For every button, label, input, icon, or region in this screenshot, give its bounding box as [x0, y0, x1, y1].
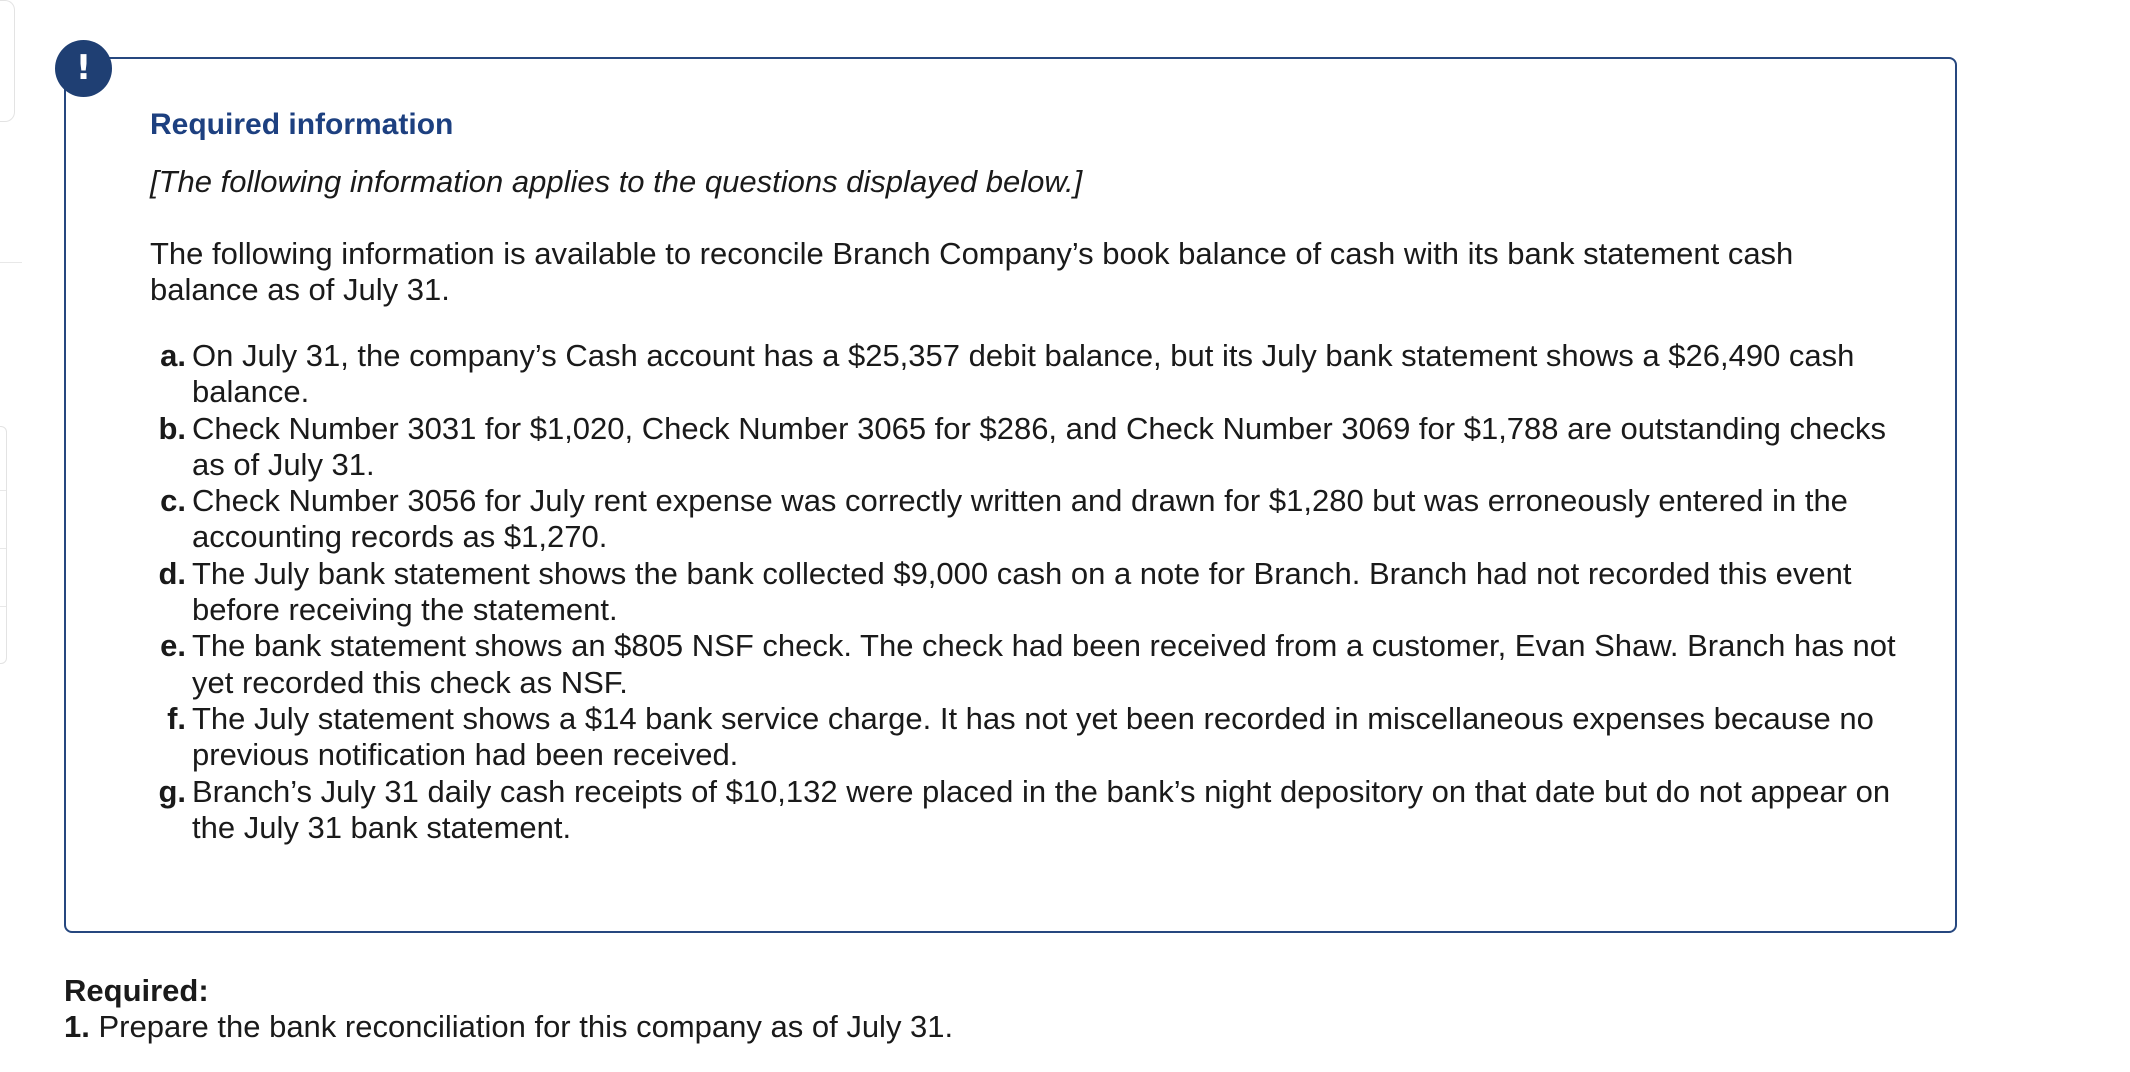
list-item: [150, 774, 1910, 847]
item-text: The July bank statement shows the bank collected $9,000 cash on a note for Branch. Branch had not recorded this event before receiving the statement.: [192, 555, 1852, 628]
alert-icon: !: [55, 40, 112, 97]
list-item: [150, 483, 1910, 556]
item-letter: f.: [167, 700, 186, 736]
background-divider: [0, 548, 6, 549]
info-intro-paragraph: The following information is available to reconcile Branch Company’s book balance of cash with its bank statement cash balance as of July 31.: [150, 236, 1794, 307]
item-letter: g.: [158, 773, 186, 809]
step-text: Prepare the bank reconciliation for this company as of July 31.: [89, 1009, 954, 1044]
step-number: 1.: [64, 1009, 90, 1044]
item-text: Check Number 3056 for July rent expense was correctly written and drawn for $1,280 but was erroneously entered in the accounting records as $1,270.: [192, 483, 1848, 555]
list-item: [150, 411, 1910, 484]
item-text: On July 31, the company’s Cash account has a $25,357 debit balance, but its July bank statement shows a $26,490 cash balance.: [192, 338, 1855, 410]
info-note: [The following information applies to the questions displayed below.]: [150, 164, 1083, 199]
item-letter: d.: [158, 555, 186, 591]
background-divider: [0, 606, 6, 607]
item-letter: b.: [158, 410, 186, 446]
required-information-heading: Required information: [150, 108, 454, 141]
info-item-list: [150, 338, 1910, 846]
item-text: The bank statement shows an $805 NSF check. The check had been received from a customer, Evan Shaw. Branch has not yet recorded this check as NSF.: [192, 628, 1896, 700]
item-letter: a.: [160, 338, 186, 373]
background-divider: [0, 490, 6, 491]
item-letter: e.: [160, 628, 186, 664]
list-item: [150, 628, 1910, 701]
required-step: [64, 1009, 953, 1045]
background-divider: [0, 262, 22, 265]
background-panel-edge: [0, 0, 15, 122]
background-panel-edge: [0, 426, 7, 664]
item-letter: c.: [160, 483, 186, 519]
item-text: Check Number 3031 for $1,020, Check Number 3065 for $286, and Check Number 3069 for $1,788 are outstanding checks as of July 31.: [192, 410, 1886, 482]
item-text: The July statement shows a $14 bank service charge. It has not yet been recorded in miscellaneous expenses because no previous notification had been received.: [192, 700, 1874, 773]
required-heading: Required:: [64, 973, 209, 1008]
list-item: [150, 556, 1910, 629]
list-item: [150, 701, 1910, 774]
item-text: Branch’s July 31 daily cash receipts of $10,132 were placed in the bank’s night depository on that date but do not appear on the July 31 bank statement.: [192, 773, 1891, 845]
list-item: [150, 338, 1910, 411]
